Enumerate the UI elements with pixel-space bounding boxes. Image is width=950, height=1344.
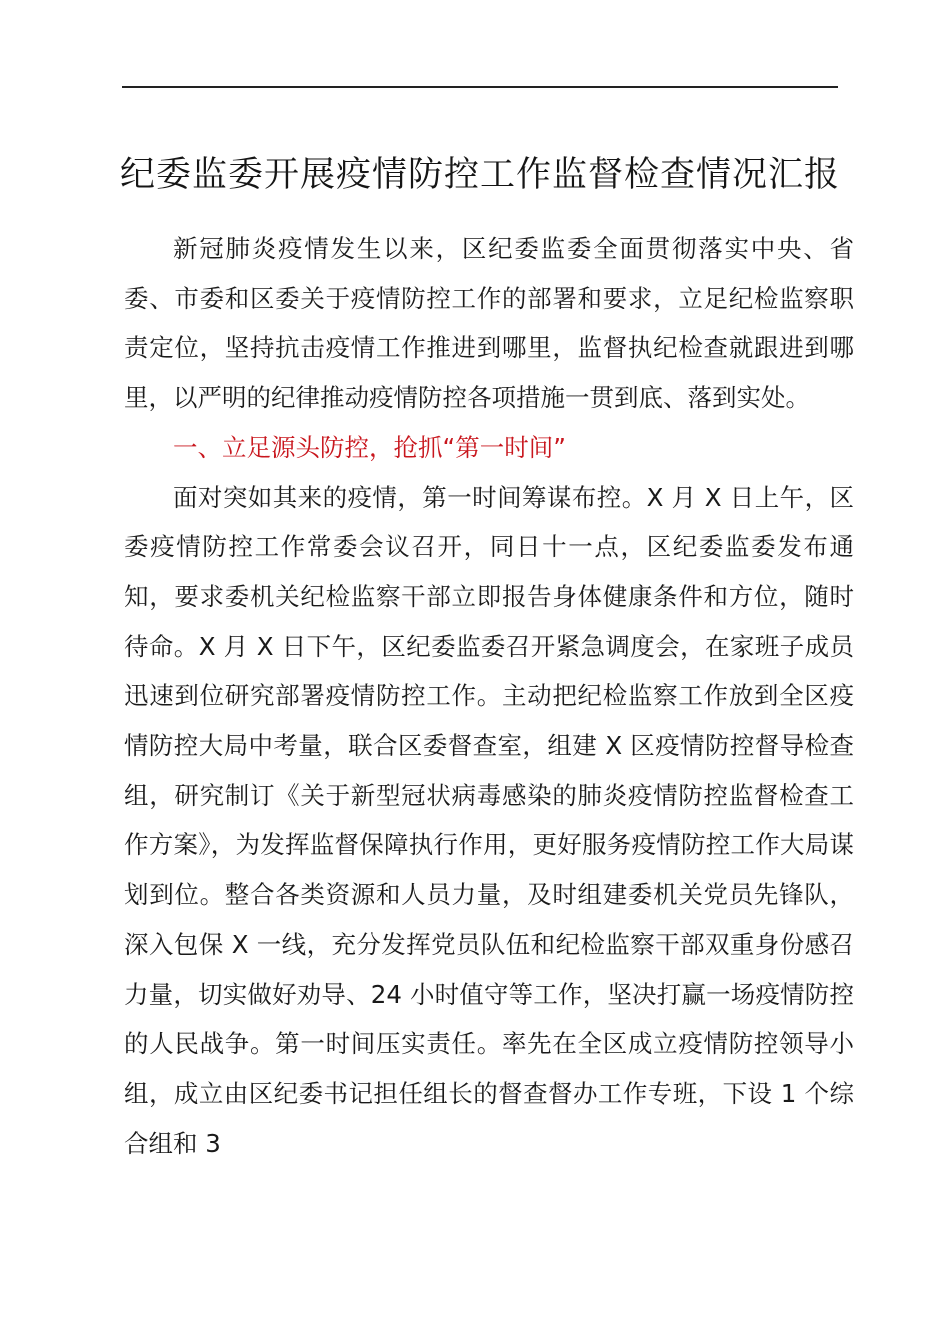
section-heading-1: 一、立足源头防控，抢抓“第一时间” [173,432,566,462]
document-title: 纪委监委开展疫情防控工作监督检查情况汇报 [119,155,840,195]
header-divider [122,86,838,88]
intro-paragraph: 新冠肺炎疫情发生以来，区纪委监委全面贯彻落实中央、省委、市委和区委关于疫情防控工作的部署和要求，立足纪检监察职责定位，坚持抗击疫情工作推进到哪里，监督执纪检查就跟进到哪里，以严明的纪律推动疫情防控各项措施一贯到底、落到实处。 [124,234,854,413]
document-body [124,224,854,1168]
section-1-paragraph: 面对突如其来的疫情，第一时间筹谋布控。X 月 X 日上午，区委疫情防控工作常委会议召开，同日十一点，区纪委监委发布通知，要求委机关纪检监察干部立即报告身体健康条件和方位，随时待命。X 月 X 日下午，区纪委监委召开紧急调度会，在家班子成员迅速到位研究部署疫情防控工作。主动把纪检监察工作放到全区疫情防控大局中考量，联合区委督查室，组建 X 区疫情防控督导检查组，研究制订《关于新型冠状病毒感染的肺炎疫情防控监督检查工作方案》，为发挥监督保障执行作用，更好服务疫情防控工作大局谋划到位。整合各类资源和人员力量，及时组建委机关党员先锋队，深入包保 X 一线，充分发挥党员队伍和纪检监察干部双重身份感召力量，切实做好劝导、24 小时值守等工作，坚决打赢一场疫情防控的人民战争。第一时间压实责任。率先在全区成立疫情防控领导小组，成立由区纪委书记担任组长的督查督办工作专班，下设 1 个综合组和 3 [124,482,854,1158]
